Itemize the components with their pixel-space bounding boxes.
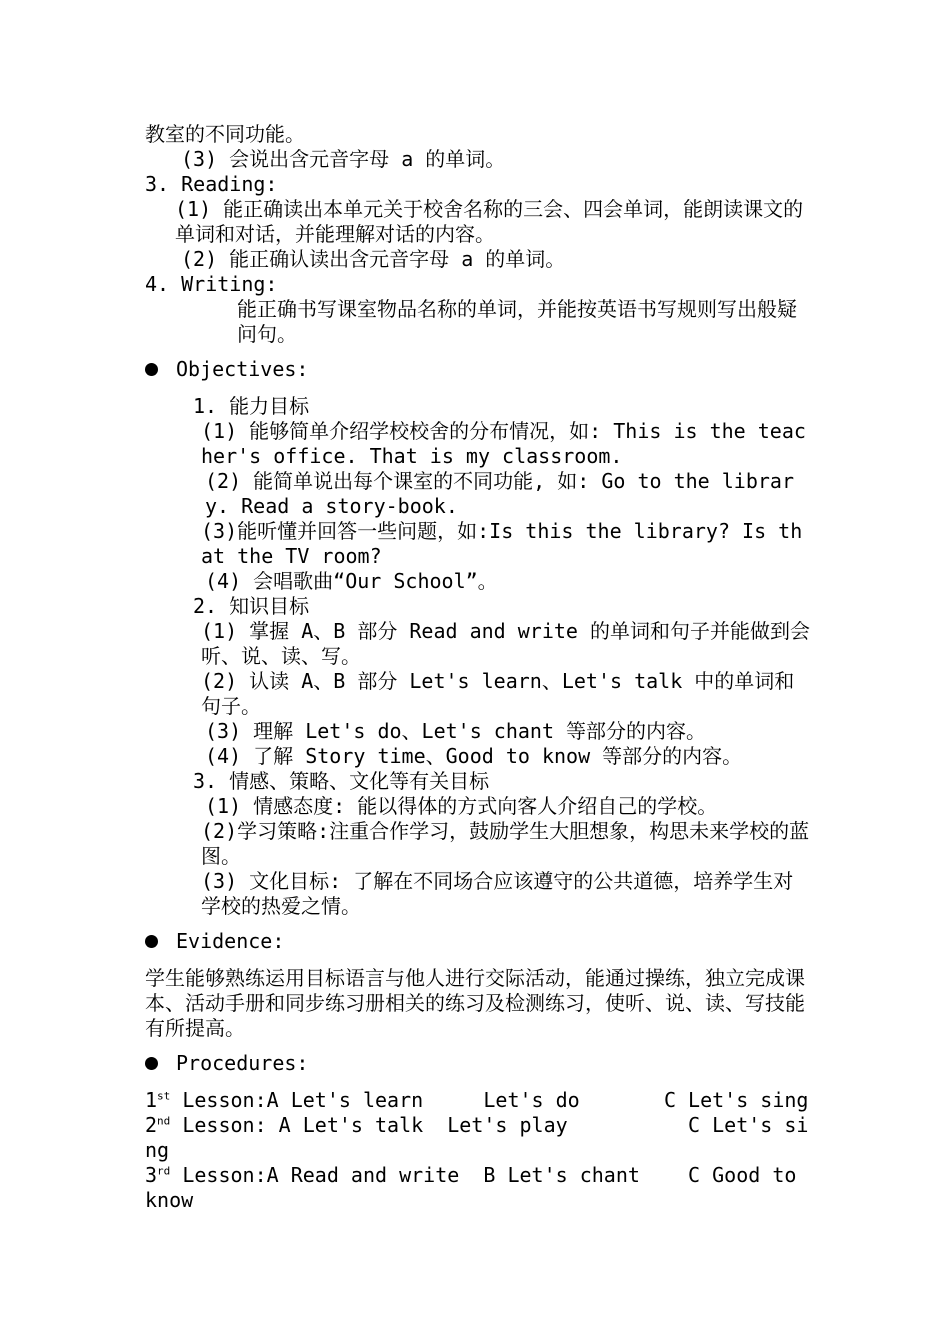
objective-line: (1) 掌握 A、B 部分 Read and write 的单词和句子并能做到会听、说、读、写。 <box>201 619 810 668</box>
skill-line: 能正确书写课室物品名称的单词，并能按英语书写规则写出般疑问句。 <box>237 297 797 346</box>
bullet-icon <box>145 1057 158 1070</box>
lesson-line <box>145 1113 810 1163</box>
procedures-heading: Procedures: <box>176 1051 309 1075</box>
lesson-number: 2 <box>145 1113 158 1137</box>
bullet-icon <box>145 935 158 948</box>
objectives-section <box>145 357 810 919</box>
objectives-heading: Objectives: <box>176 357 309 381</box>
skill-line: 4. Writing: <box>145 272 278 296</box>
skill-line: 3. Reading: <box>145 172 278 196</box>
objective-line: 1. 能力目标 <box>193 394 310 418</box>
skill-line: 教室的不同功能。 <box>145 122 305 146</box>
objective-line: (1) 情感态度: 能以得体的方式向客人介绍自己的学校。 <box>205 794 718 818</box>
objective-line: (1) 能够简单介绍学校校舍的分布情况，如: This is the teacher's office. That is my classroom. <box>201 419 806 468</box>
objective-line: (3) 文化目标: 了解在不同场合应该遵守的公共道德，培养学生对学校的热爱之情。 <box>201 869 794 918</box>
lesson-ordinal-suffix: rd <box>157 1164 171 1178</box>
lesson-ordinal-suffix: nd <box>157 1114 171 1128</box>
objective-line: (4) 了解 Story time、Good to know 等部分的内容。 <box>205 744 743 768</box>
lesson-text: Lesson: A Let's talk Let's play C Let's sing <box>145 1113 809 1162</box>
skill-line: (3) 会说出含元音字母 a 的单词。 <box>181 147 506 171</box>
lesson-line <box>145 1088 810 1113</box>
skill-line: (1) 能正确读出本单元关于校舍名称的三会、四会单词，能朗读课文的单词和对话，并能理解对话的内容。 <box>175 197 804 246</box>
objective-line: (2) 认读 A、B 部分 Let's learn、Let's talk 中的单词和句子。 <box>201 669 795 718</box>
skill-line: (2) 能正确认读出含元音字母 a 的单词。 <box>181 247 566 271</box>
lesson-number: 1 <box>145 1088 158 1112</box>
objective-line: (3) 理解 Let's do、Let's chant 等部分的内容。 <box>205 719 707 743</box>
lesson-ordinal-suffix: st <box>157 1089 171 1103</box>
evidence-text: 学生能够熟练运用目标语言与他人进行交际活动，能通过操练，独立完成课本、活动手册和同步练习册相关的练习及检测练习，使听、说、读、写技能有所提高。 <box>145 966 805 1040</box>
objective-line: 2. 知识目标 <box>193 594 310 618</box>
objective-line: 3. 情感、策略、文化等有关目标 <box>193 769 490 793</box>
bullet-icon <box>145 363 158 376</box>
objective-line: (3)能听懂并回答一些问题，如:Is this the library? Is that the TV room? <box>201 519 803 568</box>
lesson-text: Lesson:A Read and write B Let's chant C Good to know <box>145 1163 809 1212</box>
evidence-section <box>145 929 810 1041</box>
lesson-text: Lesson:A Let's learn Let's do C Let's sing <box>170 1088 809 1112</box>
objective-line: (2) 能简单说出每个课室的不同功能, 如: Go to the library. Read a story-book. <box>205 469 794 518</box>
procedures-section <box>145 1051 810 1213</box>
objectives-list <box>145 394 810 919</box>
objective-line: (2)学习策略:注重合作学习，鼓励学生大胆想象，构思未来学校的蓝图。 <box>201 819 810 868</box>
objective-line: (4) 会唱歌曲“Our School”。 <box>205 569 498 593</box>
lesson-number: 3 <box>145 1163 158 1187</box>
lesson-list <box>145 1088 810 1213</box>
document-page <box>145 122 810 1213</box>
skills-section <box>145 122 810 347</box>
evidence-heading: Evidence: <box>176 929 285 953</box>
lesson-line <box>145 1163 810 1213</box>
